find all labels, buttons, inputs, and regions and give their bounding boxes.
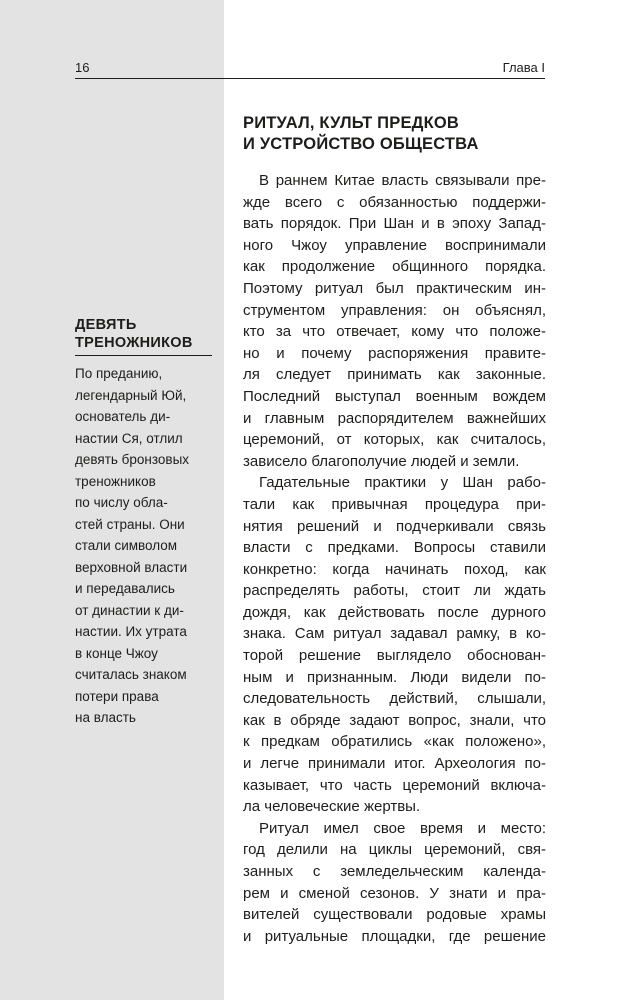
- sidebar-text-line: девять бронзовых: [75, 452, 190, 467]
- body-text-line: власти с предками. Вопросы ставили: [243, 539, 546, 557]
- sidebar-text-line: стали символом: [75, 538, 178, 553]
- body-text-line: нятия решений и подчеркивали связь: [243, 517, 546, 535]
- body-text-line: Ритуал имел свое время и место:: [259, 819, 546, 837]
- sidebar-rule: [75, 355, 212, 356]
- section-title-line: РИТУАЛ, КУЛЬТ ПРЕДКОВ: [243, 114, 460, 132]
- body-text-line: и главным распорядителем важнейших: [243, 409, 546, 427]
- body-text-line: знака. Сам ритуал задавал рамку, в ко-: [243, 625, 546, 643]
- body-text-line: струментом управления: он объяснял,: [243, 301, 546, 319]
- sidebar-text-line: основатель ди-: [75, 409, 171, 424]
- body-text-line: распределять работы, стоит ли ждать: [243, 582, 546, 600]
- body-text-line: Поэтому ритуал был практическим ин-: [243, 279, 546, 297]
- body-text-line: год делили на циклы церемоний, свя-: [243, 841, 546, 859]
- body-text-line: ла человеческие жертвы.: [243, 798, 421, 816]
- body-text-line: ным и признанным. Люди видели по-: [243, 668, 546, 686]
- chapter-label: Глава I: [502, 60, 545, 75]
- sidebar-text-line: по числу обла-: [75, 495, 168, 510]
- sidebar-text-line: потери права: [75, 688, 159, 704]
- header-rule: [75, 78, 545, 79]
- body-text-line: как продолжение общинного порядка.: [243, 258, 546, 276]
- sidebar-title: [75, 316, 215, 352]
- body-text-line: ного Чжоу управление воспринимали: [243, 236, 546, 254]
- sidebar-text-line: настии. Их утрата: [75, 624, 187, 639]
- page-number: 16: [75, 60, 90, 75]
- body-text-line: дождя, как действовать после дурного: [243, 603, 546, 621]
- body-text-line: вать порядок. При Шан и в эпоху Запад-: [243, 215, 546, 233]
- body-text-line: Последний выступал военным вождем: [243, 387, 546, 405]
- body-text-line: и легче принимали итог. Археология по-: [243, 755, 546, 773]
- section-title: [243, 113, 553, 155]
- sidebar-text-line: и передавались: [75, 581, 175, 596]
- section-title-line: И УСТРОЙСТВО ОБЩЕСТВА: [243, 135, 479, 153]
- sidebar-text-line: стей страны. Они: [75, 516, 185, 532]
- body-text-line: церемоний, от которых, как считалось,: [243, 431, 546, 449]
- sidebar-text-line: легендарный Юй,: [75, 387, 187, 403]
- body-text-line: Гадательные практики у Шан рабо-: [259, 474, 546, 492]
- body-text-line: рем и сменой сезонов. У знати и пра-: [243, 884, 546, 902]
- body-text: [243, 170, 546, 947]
- sidebar-text-line: на власть: [75, 710, 136, 725]
- body-text-line: зависело благополучие людей и земли.: [243, 452, 520, 470]
- sidebar-title-line: ДЕВЯТЬ: [75, 317, 137, 333]
- body-text-line: кто за что отвечает, кому что положе-: [243, 323, 546, 341]
- body-text-line: но и почему распоряжения правите-: [243, 344, 546, 362]
- body-text-line: ля следует принимать как законные.: [243, 366, 546, 384]
- body-text-line: казывает, что часть церемоний включа-: [243, 776, 546, 794]
- sidebar-text-line: от династии к ди-: [75, 602, 184, 618]
- sidebar-text-line: настии Ся, отлил: [75, 430, 183, 446]
- body-text-line: вителей существовали родовые храмы: [243, 906, 546, 924]
- body-text-line: занных с земледельческим календа-: [243, 863, 546, 880]
- body-text-line: жде всего с обязанностью поддержи-: [243, 193, 546, 211]
- sidebar-text-line: верховной власти: [75, 559, 188, 575]
- body-text-line: торой решение выглядело обоснован-: [243, 647, 546, 665]
- body-text-line: конкретно: когда начинать поход, как: [243, 560, 546, 578]
- sidebar-title-line: ТРЕНОЖНИКОВ: [75, 335, 193, 351]
- running-header: [75, 59, 545, 77]
- sidebar-text: [75, 363, 215, 729]
- sidebar-text-line: в конце Чжоу: [75, 645, 158, 661]
- body-text-line: к предкам обратились «как положено»,: [243, 733, 546, 751]
- body-text-line: и ритуальные площадки, где решение: [243, 927, 546, 945]
- sidebar-text-line: треножников: [75, 473, 156, 489]
- body-text-line: как в обряде задают вопрос, знали, что: [243, 711, 546, 729]
- body-text-line: следовательность действий, слышали,: [243, 690, 546, 708]
- sidebar-text-line: По преданию,: [75, 366, 163, 381]
- body-text-line: В раннем Китае власть связывали пре-: [259, 172, 546, 189]
- sidebar-text-line: считалась знаком: [75, 667, 187, 682]
- body-text-line: тали как привычная процедура при-: [243, 495, 546, 513]
